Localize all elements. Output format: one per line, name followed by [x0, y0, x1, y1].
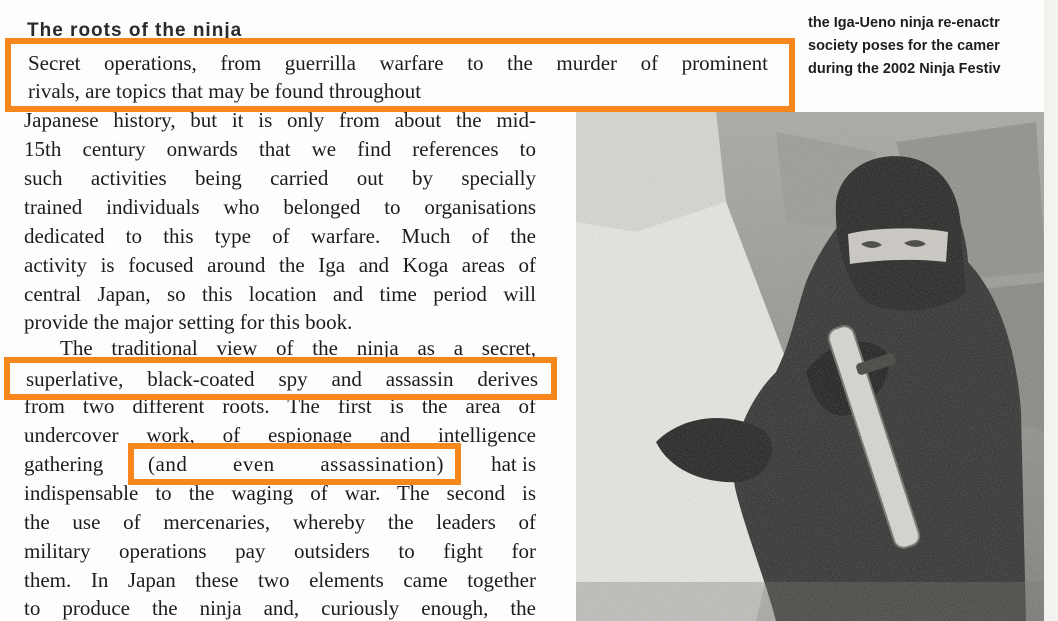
- text-line-6: trained individuals who belonged to organisations: [24, 195, 536, 219]
- text-line-14: undercover work, of espionage and intelligence: [24, 423, 536, 447]
- text-line-10: provide the major setting for this book.: [24, 310, 353, 334]
- caption-line-3: during the 2002 Ninja Festiv: [808, 61, 1001, 77]
- caption-line-1: the Iga-Ueno ninja re-enactr: [808, 15, 1000, 31]
- photo-caption: [808, 0, 1044, 81]
- text-line-17: the use of mercenaries, whereby the leaders of: [24, 510, 536, 534]
- text-line-15: [24, 450, 536, 479]
- text-line-5: such activities being carried out by specially: [24, 166, 536, 190]
- text-line-4: 15th century onwards that we find references to: [24, 137, 536, 161]
- ninja-photo: [576, 112, 1046, 621]
- text-line-20: to produce the ninja and, curiously enough, the: [24, 596, 536, 620]
- text-line-12: superlative, black-coated spy and assassin derives: [26, 367, 538, 391]
- ninja-photo-illustration: [576, 112, 1046, 621]
- text-line-9: central Japan, so this location and time period will: [24, 282, 536, 306]
- text-line-2: rivals, are topics that may be found throughout: [28, 79, 422, 103]
- text-line-3: Japanese history, but it is only from about the mid-: [24, 108, 536, 132]
- text-line-18: military operations pay outsiders to fight for: [24, 539, 536, 563]
- text-line-8: activity is focused around the Iga and Koga areas of: [24, 253, 536, 277]
- text-line-15-suffix: hat is: [491, 452, 536, 476]
- text-line-16: indispensable to the waging of war. The second is: [24, 481, 536, 505]
- page-edge: [1044, 0, 1058, 621]
- text-line-15-highlighted: (and even assassination): [148, 452, 444, 476]
- text-line-7: dedicated to this type of warfare. Much of the: [24, 224, 536, 248]
- text-line-19: them. In Japan these two elements came together: [24, 568, 536, 592]
- text-line-1: Secret operations, from guerrilla warfare to the murder of prominent: [28, 51, 768, 75]
- section-heading: The roots of the ninja: [27, 20, 243, 40]
- text-line-13: from two different roots. The first is the area of: [24, 394, 536, 418]
- caption-line-2: society poses for the camer: [808, 38, 1000, 54]
- text-line-15-prefix: gathering: [24, 452, 104, 476]
- text-line-11: The traditional view of the ninja as a secret,: [60, 336, 536, 360]
